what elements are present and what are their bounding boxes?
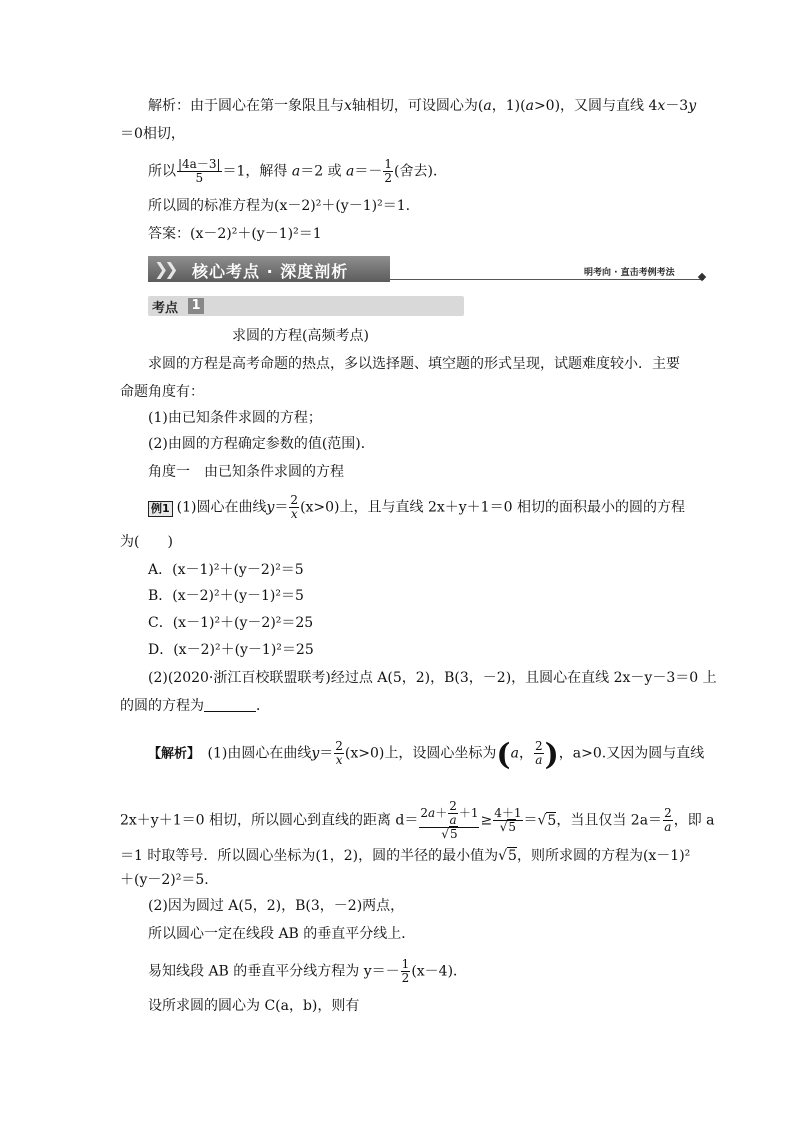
solution-line-1: 【解析】 (1)由圆心在曲线y＝ $\frac{2}{x}$ (x>0)上，设圆心坐标为(a， $\frac{2}{a}$ )，a>0.又因为圆与直线 (148, 737, 705, 773)
distance-fraction: $\frac{|4a-3|}{5}$ (178, 157, 221, 185)
banner-title: 核心考点 · 深度剖析 (192, 262, 349, 281)
solution-part-2: (2)因为圆过 A(5，2)，B(3，－2)两点， (148, 898, 405, 914)
solution-label: 【解析】 (148, 746, 194, 762)
topic-description: 命题角度有： (120, 384, 204, 400)
answer-blank (204, 699, 256, 712)
example-question-2: (2)(2020·浙江百校联盟联考)经过点 A(5，2)，B(3，－2)，且圆心在直线 2x－y－3＝0 上 (148, 670, 717, 686)
angle-title: 角度一 由已知条件求圆的方程 (148, 464, 344, 480)
example-question-2-end: 的圆的方程为 ． (120, 698, 270, 714)
solve-line: 所以 $\frac{|4a-3|}{5}$ ＝1，解得 a＝2 或 a＝－ $\frac{1}{2}$ (舍去)． (148, 157, 447, 185)
distance-fraction: 2a＋ $\frac{2}{a}$ ＋1 √5 (420, 799, 479, 841)
banner-subtitle: 明考向 · 直击考例考法 (584, 268, 675, 278)
analysis-text: 解析：由于圆心在第一象限且与 (148, 98, 344, 114)
answer-value: (x－2)²＋(y－1)²＝1 (190, 226, 322, 242)
example-badge: 例1 (148, 501, 173, 517)
analysis-text: ，1)( (491, 98, 526, 114)
angle-item: (2)由圆的方程确定参数的值(范围)． (148, 436, 375, 452)
topic-heading: 求圆的方程(高频考点) (232, 328, 369, 344)
section-banner (148, 256, 390, 282)
example-question-1: 例1 (1)圆心在曲线y＝ $\frac{2}{x}$ (x>0)上，且与直线 2x＋y＋1＝0 相切的面积最小的圆的方程 (148, 494, 685, 521)
example-question-1-end: 为( ) (120, 534, 173, 550)
so-text: 所以 (148, 163, 176, 180)
answer-line (148, 224, 322, 244)
option-c: C．(x－1)²＋(y－2)²＝25 (148, 615, 314, 631)
neg-fraction: $\frac{1}{2}$ (384, 157, 393, 185)
analysis-text: >0)，又圆与直线 4 (533, 98, 658, 114)
topic-bar (148, 296, 464, 316)
solution-line-4: ＋(y－2)²＝5. (120, 872, 209, 888)
topic-number: 1 (188, 298, 204, 314)
solution-line-3: ＝1 时取等号．所以圆心坐标为(1，2)，圆的半径的最小值为√5，则所求圆的方程为(x－1)² (120, 848, 691, 864)
analysis-text: 轴相切，可设圆心为( (351, 98, 484, 114)
option-b: B．(x－2)²＋(y－1)²＝5 (148, 588, 304, 604)
curve-fraction: $\frac{2}{x}$ (290, 493, 299, 521)
analysis-line-1: 解析：由于圆心在第一象限且与x轴相切，可设圆心为(a，1)(a>0)，又圆与直线 4x－3y (148, 98, 697, 114)
solution-part-2: 设所求圆的圆心为 C(a，b)，则有 (148, 998, 360, 1014)
curve-fraction: $\frac{2}{x}$ (335, 739, 343, 767)
solution-part-2: 易知线段 AB 的垂直平分线方程为 y＝－ $\frac{1}{2}$ (x－4)． (148, 957, 468, 985)
solution-part-2: 所以圆心一定在线段 AB 的垂直平分线上． (148, 926, 416, 942)
banner-rule (390, 279, 704, 280)
analysis-line-2: ＝0相切， (120, 126, 185, 142)
analysis-text: －3 (665, 98, 689, 114)
topic-label: 考点 (152, 301, 179, 316)
option-a: A．(x－1)²＋(y－2)²＝5 (148, 562, 304, 578)
option-d: D．(x－2)²＋(y－1)²＝25 (148, 642, 314, 658)
angle-item: (1)由已知条件求圆的方程； (148, 410, 322, 426)
standard-equation-line: 所以圆的标准方程为(x－2)²＋(y－1)²＝1. (148, 198, 411, 214)
solution-line-2: 2x＋y＋1＝0 相切，所以圆心到直线的距离 d＝ 2a＋ $\frac{2}{a}$ ＋1 √5 ≥ $\frac{4+1}{√5}$ ＝√5，当且仅当 2a＝ $\frac{2}{a}$ ，即 a (120, 799, 715, 841)
answer-label: 答案： (148, 226, 190, 242)
chevron-icon: ❯❯ (154, 260, 175, 280)
topic-description: 求圆的方程是高考命题的热点，多以选择题、填空题的形式呈现，试题难度较小．主要 (148, 356, 680, 372)
